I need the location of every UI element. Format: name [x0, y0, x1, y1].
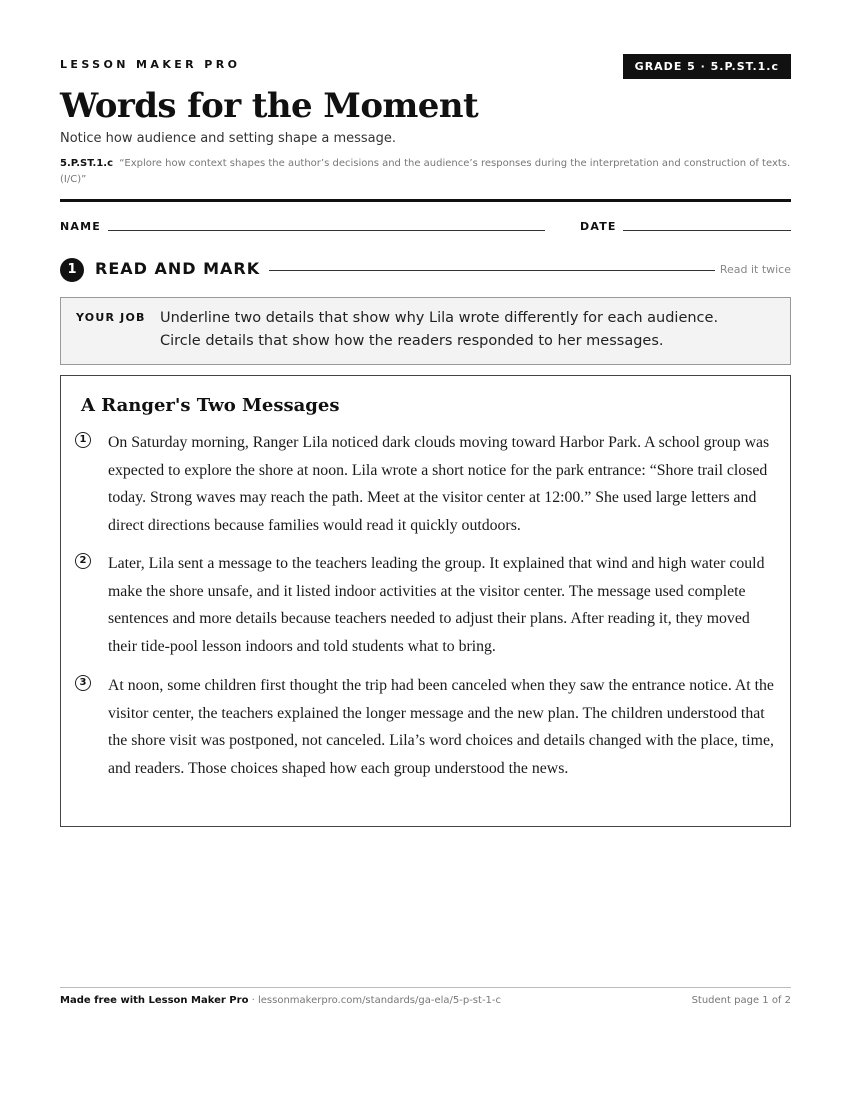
instructions-text: Underline two details that show why Lila wrote differently for each audience. Circle details that show how the readers responded to her messages.	[160, 310, 719, 349]
paragraph-text: At noon, some children first thought the trip had been canceled when they saw the entrance notice. At the visitor center, the teachers explained the longer message and the new plan. The children understood that the shore visit was postponed, not canceled. Lila’s word choices and details changed with the place, time, and readers. Those choices shaped how each group understood the news.	[108, 677, 774, 777]
standard-description	[60, 156, 791, 188]
paragraph-text: Later, Lila sent a message to the teachers leading the group. It explained that wind and high water could make the shore unsafe, and it listed indoor activities at the visitor center. The message used complete sentences and more details because teachers needed to adjust their plans. After reading it, they moved their tide-pool lesson indoors and told students what to bring.	[108, 555, 765, 655]
instructions-label: YOUR JOB	[76, 311, 146, 324]
header-divider	[60, 199, 791, 202]
name-field[interactable]	[108, 230, 545, 231]
reading-passage	[60, 375, 791, 827]
date-label: DATE	[580, 220, 617, 233]
footer-divider	[60, 987, 791, 988]
section-title: READ AND MARK	[95, 259, 261, 278]
brand-name: LESSON MAKER PRO	[60, 58, 241, 71]
section-divider	[269, 270, 715, 271]
standard-text: “Explore how context shapes the author’s decisions and the audience’s responses during the interpretation and construction of texts. (I/C)”	[60, 158, 791, 185]
instructions-box	[60, 297, 791, 365]
section-number-badge: 1	[60, 258, 84, 282]
date-field[interactable]	[623, 230, 791, 231]
footer-url[interactable]: · lessonmakerpro.com/standards/ga-ela/5-p-st-1-c	[248, 995, 502, 1006]
paragraph-number: 3	[75, 675, 91, 691]
page-indicator: Student page 1 of 2	[691, 995, 791, 1006]
paragraph-text: On Saturday morning, Ranger Lila noticed dark clouds moving toward Harbor Park. A school group was expected to explore the shore at noon. Lila wrote a short notice for the park entrance: “Shore trail closed today. Strong waves may reach the path. Meet at the visitor center at 12:00.” She used large letters and direct directions because families would read it quickly outdoors.	[108, 434, 770, 534]
page-title: Words for the Moment	[60, 86, 479, 126]
section-note: Read it twice	[719, 263, 791, 276]
page-subtitle: Notice how audience and setting shape a message.	[60, 131, 397, 146]
paragraph-number: 1	[75, 432, 91, 448]
name-label: NAME	[60, 220, 101, 233]
paragraph-number: 2	[75, 553, 91, 569]
footer-made-with: Made free with Lesson Maker Pro	[60, 995, 249, 1006]
standard-code: 5.P.ST.1.c	[60, 158, 114, 169]
passage-title: A Ranger's Two Messages	[81, 395, 340, 416]
footer-credit	[60, 995, 501, 1006]
grade-badge: GRADE 5 · 5.P.ST.1.c	[623, 54, 791, 79]
